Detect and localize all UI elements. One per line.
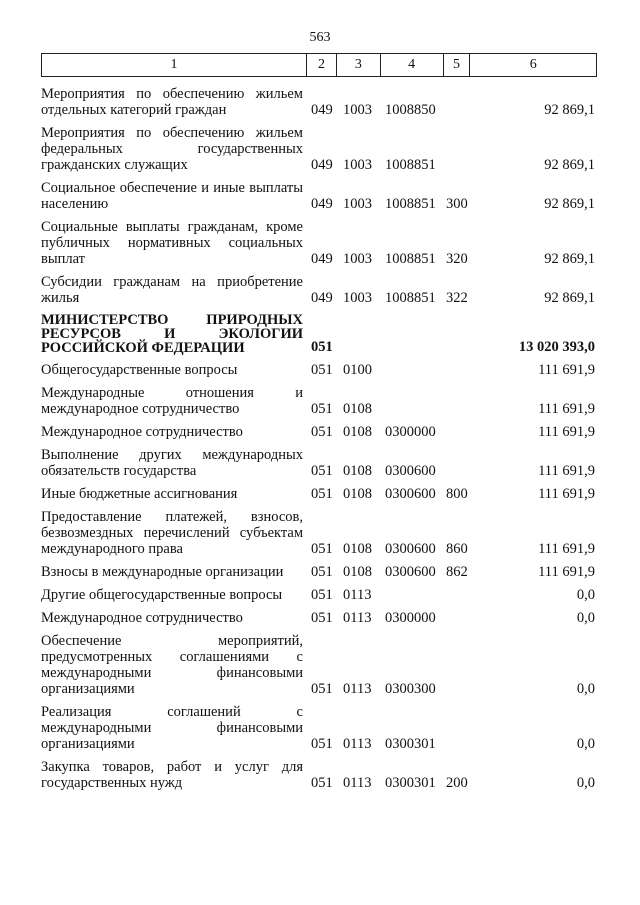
- row-admin-code: 049: [311, 290, 333, 306]
- row-target-code: 1008851: [385, 251, 436, 267]
- row-expense-type: 322: [446, 290, 468, 306]
- row-section-code: 0108: [343, 463, 372, 479]
- header-col-3: 3: [337, 54, 381, 76]
- row-admin-code: 049: [311, 251, 333, 267]
- row-target-code: 0300600: [385, 541, 436, 557]
- row-name: Социальные выплаты гражданам, кроме публичных нормативных социальных выплат: [41, 219, 303, 267]
- table-row: [41, 424, 597, 440]
- row-expense-type: 320: [446, 251, 468, 267]
- row-name: Иные бюджетные ассигнования: [41, 486, 238, 502]
- row-expense-type: 800: [446, 486, 468, 502]
- row-section-code: 0113: [343, 610, 372, 626]
- row-admin-code: 049: [311, 196, 333, 212]
- row-admin-code: 051: [311, 463, 333, 479]
- row-section-code: 1003: [343, 157, 372, 173]
- row-admin-code: 051: [311, 401, 333, 417]
- row-name: Предоставление платежей, взносов, безвозмездных перечислений субъектам международного права: [41, 509, 303, 557]
- table-row: [41, 219, 597, 267]
- row-amount: 0,0: [576, 736, 595, 752]
- row-target-code: 0300600: [385, 463, 436, 479]
- row-name: Социальное обеспечение и иные выплаты населению: [41, 180, 303, 212]
- row-section-code: 0108: [343, 486, 372, 502]
- row-admin-code: 051: [311, 736, 333, 752]
- row-amount: 111 691,9: [538, 486, 595, 502]
- row-amount: 92 869,1: [544, 102, 595, 118]
- table-row: [41, 509, 597, 557]
- row-name: Общегосударственные вопросы: [41, 362, 238, 378]
- row-admin-code: 051: [311, 610, 333, 626]
- row-amount: 111 691,9: [538, 424, 595, 440]
- row-amount: 92 869,1: [544, 290, 595, 306]
- row-amount: 111 691,9: [538, 564, 595, 580]
- row-admin-code: 051: [311, 424, 333, 440]
- row-expense-type: 300: [446, 196, 468, 212]
- row-section-code: 0108: [343, 564, 372, 580]
- row-target-code: 1008851: [385, 290, 436, 306]
- row-amount: 0,0: [576, 610, 595, 626]
- row-expense-type: 200: [446, 775, 468, 791]
- row-amount: 92 869,1: [544, 196, 595, 212]
- table-row: [41, 313, 597, 355]
- row-section-code: 0100: [343, 362, 372, 378]
- row-target-code: 0300000: [385, 610, 436, 626]
- row-admin-code: 049: [311, 157, 333, 173]
- page-number: 563: [309, 30, 331, 45]
- row-section-code: 1003: [343, 290, 372, 306]
- table-row: [41, 610, 597, 626]
- table-row: [41, 362, 597, 378]
- table-row: [41, 633, 597, 697]
- row-name: Другие общегосударственные вопросы: [41, 587, 283, 603]
- row-admin-code: 051: [311, 362, 333, 378]
- row-amount: 92 869,1: [544, 157, 595, 173]
- row-admin-code: 051: [311, 541, 333, 557]
- row-admin-code: 051: [311, 339, 333, 355]
- row-name: Реализация соглашений с международными финансовыми организациями: [41, 704, 303, 752]
- row-section-code: 0113: [343, 587, 372, 603]
- row-target-code: 1008851: [385, 157, 436, 173]
- header-col-2: 2: [307, 54, 337, 76]
- row-amount: 111 691,9: [538, 362, 595, 378]
- row-target-code: 0300301: [385, 736, 436, 752]
- header-col-4: 4: [381, 54, 444, 76]
- row-target-code: 1008850: [385, 102, 436, 118]
- table-row: [41, 486, 597, 502]
- row-name: Обеспечение мероприятий, предусмотренных соглашениями с международными финансовыми организациями: [41, 633, 303, 697]
- table-row: [41, 759, 597, 791]
- table-row: [41, 564, 597, 580]
- row-amount: 0,0: [576, 587, 595, 603]
- row-admin-code: 051: [311, 564, 333, 580]
- row-name: Международные отношения и международное сотрудничество: [41, 385, 303, 417]
- row-name: Выполнение других международных обязательств государства: [41, 447, 303, 479]
- table-row: [41, 125, 597, 173]
- header-col-6: 6: [529, 57, 537, 72]
- header-col-5: 5: [444, 54, 471, 76]
- row-name: МИНИСТЕРСТВО ПРИРОДНЫХ РЕСУРСОВ И ЭКОЛОГИИ РОССИЙСКОЙ ФЕДЕРАЦИИ: [41, 312, 303, 356]
- row-target-code: 0300300: [385, 681, 436, 697]
- table-row: [41, 447, 597, 479]
- row-admin-code: 051: [311, 775, 333, 791]
- row-section-code: 0108: [343, 541, 372, 557]
- table-row: [41, 587, 597, 603]
- row-section-code: 0113: [343, 681, 372, 697]
- row-name: Взносы в международные организации: [41, 564, 284, 580]
- row-section-code: 1003: [343, 102, 372, 118]
- row-amount: 0,0: [576, 681, 595, 697]
- row-section-code: 0113: [343, 775, 372, 791]
- row-admin-code: 051: [311, 486, 333, 502]
- row-section-code: 0113: [343, 736, 372, 752]
- table-row: [41, 704, 597, 752]
- row-amount: 111 691,9: [538, 401, 595, 417]
- row-admin-code: 051: [311, 681, 333, 697]
- row-amount: 111 691,9: [538, 463, 595, 479]
- budget-table-body: [41, 86, 597, 798]
- row-section-code: 1003: [343, 196, 372, 212]
- row-expense-type: 860: [446, 541, 468, 557]
- table-row: [41, 385, 597, 417]
- row-expense-type: 862: [446, 564, 468, 580]
- row-admin-code: 049: [311, 102, 333, 118]
- table-row: [41, 86, 597, 118]
- row-amount: 0,0: [576, 775, 595, 791]
- row-name: Закупка товаров, работ и услуг для государственных нужд: [41, 759, 303, 791]
- row-name: Субсидии гражданам на приобретение жилья: [41, 274, 303, 306]
- row-target-code: 0300600: [385, 486, 436, 502]
- row-target-code: 0300600: [385, 564, 436, 580]
- row-name: Мероприятия по обеспечению жильем отдельных категорий граждан: [41, 86, 303, 118]
- row-amount: 13 020 393,0: [518, 339, 595, 355]
- table-row: [41, 180, 597, 212]
- row-target-code: 0300301: [385, 775, 436, 791]
- row-section-code: 0108: [343, 424, 372, 440]
- row-target-code: 0300000: [385, 424, 436, 440]
- row-target-code: 1008851: [385, 196, 436, 212]
- header-col-1: 1: [42, 54, 307, 76]
- table-header-row: [41, 53, 597, 77]
- row-amount: 92 869,1: [544, 251, 595, 267]
- row-name: Мероприятия по обеспечению жильем федеральных государственных гражданских служащих: [41, 125, 303, 173]
- row-section-code: 0108: [343, 401, 372, 417]
- row-section-code: 1003: [343, 251, 372, 267]
- row-admin-code: 051: [311, 587, 333, 603]
- table-row: [41, 274, 597, 306]
- row-name: Международное сотрудничество: [41, 610, 243, 626]
- row-amount: 111 691,9: [538, 541, 595, 557]
- row-name: Международное сотрудничество: [41, 424, 243, 440]
